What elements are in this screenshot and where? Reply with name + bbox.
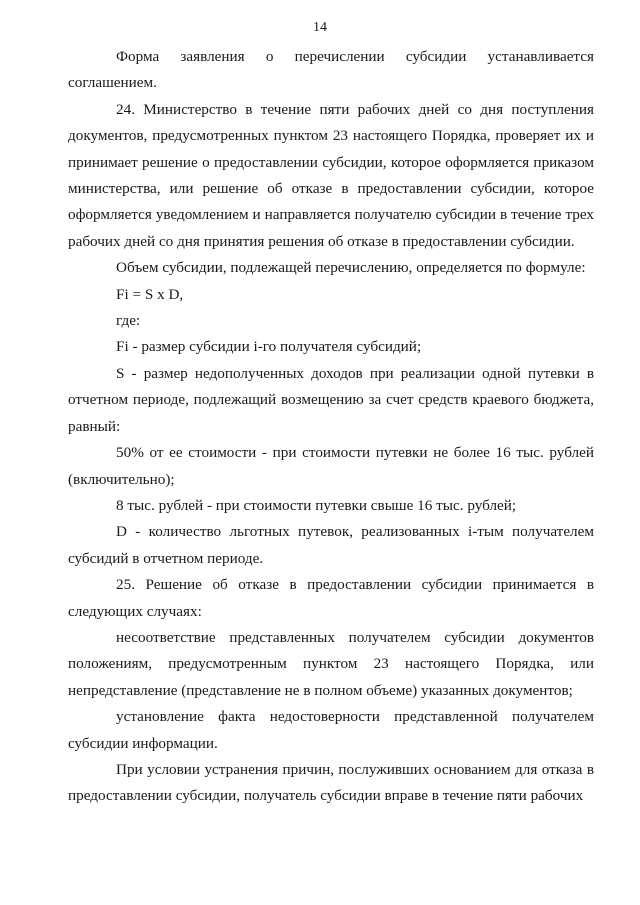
paragraph-s-option-50: 50% от ее стоимости - при стоимости путевки не более 16 тыс. рублей (включительно); [68,444,594,488]
paragraph-reason-inaccuracy: установление факта недостоверности представленной получателем субсидии информации. [68,708,594,752]
paragraph-formula-intro: Объем субсидии, подлежащей перечислению, определяется по формуле: [116,259,586,277]
paragraph-fi-definition: Fi - размер субсидии i-го получателя субсидий; [116,338,422,356]
paragraph-s-definition: S - размер недополученных доходов при реализации одной путевки в отчетном периоде, подлежащий возмещению за счет средств краевого бюджета, равный: [68,364,594,435]
paragraph-item-24: 24. Министерство в течение пяти рабочих дней со дня поступления документов, предусмотренных пунктом 23 настоящего Порядка, проверяет их и принимает решение о предоставлении субсидии, которое оформляется приказом министерства, или решение об отказе в предоставлении субсидии, которое оформляется уведомлением и направляется получателю субсидии в течение трех рабочих дней со дня принятия решения об отказе в предоставлении субсидии. [68,100,594,250]
paragraph-where: где: [116,312,141,330]
paragraph-reason-nonconformity: несоответствие представленных получателем субсидии документов положениям, предусмотренным пунктом 23 настоящего Порядка, или непредставление (представление не в полном объеме) указанных документов; [68,628,594,699]
paragraph-remedy: При условии устранения причин, послуживших основанием для отказа в предоставлении субсидии, получатель субсидии вправе в течение пяти рабочих [68,760,594,805]
paragraph-d-definition: D - количество льготных путевок, реализованных i-тым получателем субсидий в отчетном периоде. [68,523,594,567]
document-body [68,44,594,810]
paragraph-form-statement: Форма заявления о перечислении субсидии устанавливается соглашением. [68,48,594,92]
page-number: 14 [313,20,327,35]
paragraph-s-option-8k: 8 тыс. рублей - при стоимости путевки свыше 16 тыс. рублей; [116,496,517,514]
paragraph-formula: Fi = S x D, [116,285,184,303]
paragraph-item-25: 25. Решение об отказе в предоставлении субсидии принимается в следующих случаях: [68,576,594,620]
